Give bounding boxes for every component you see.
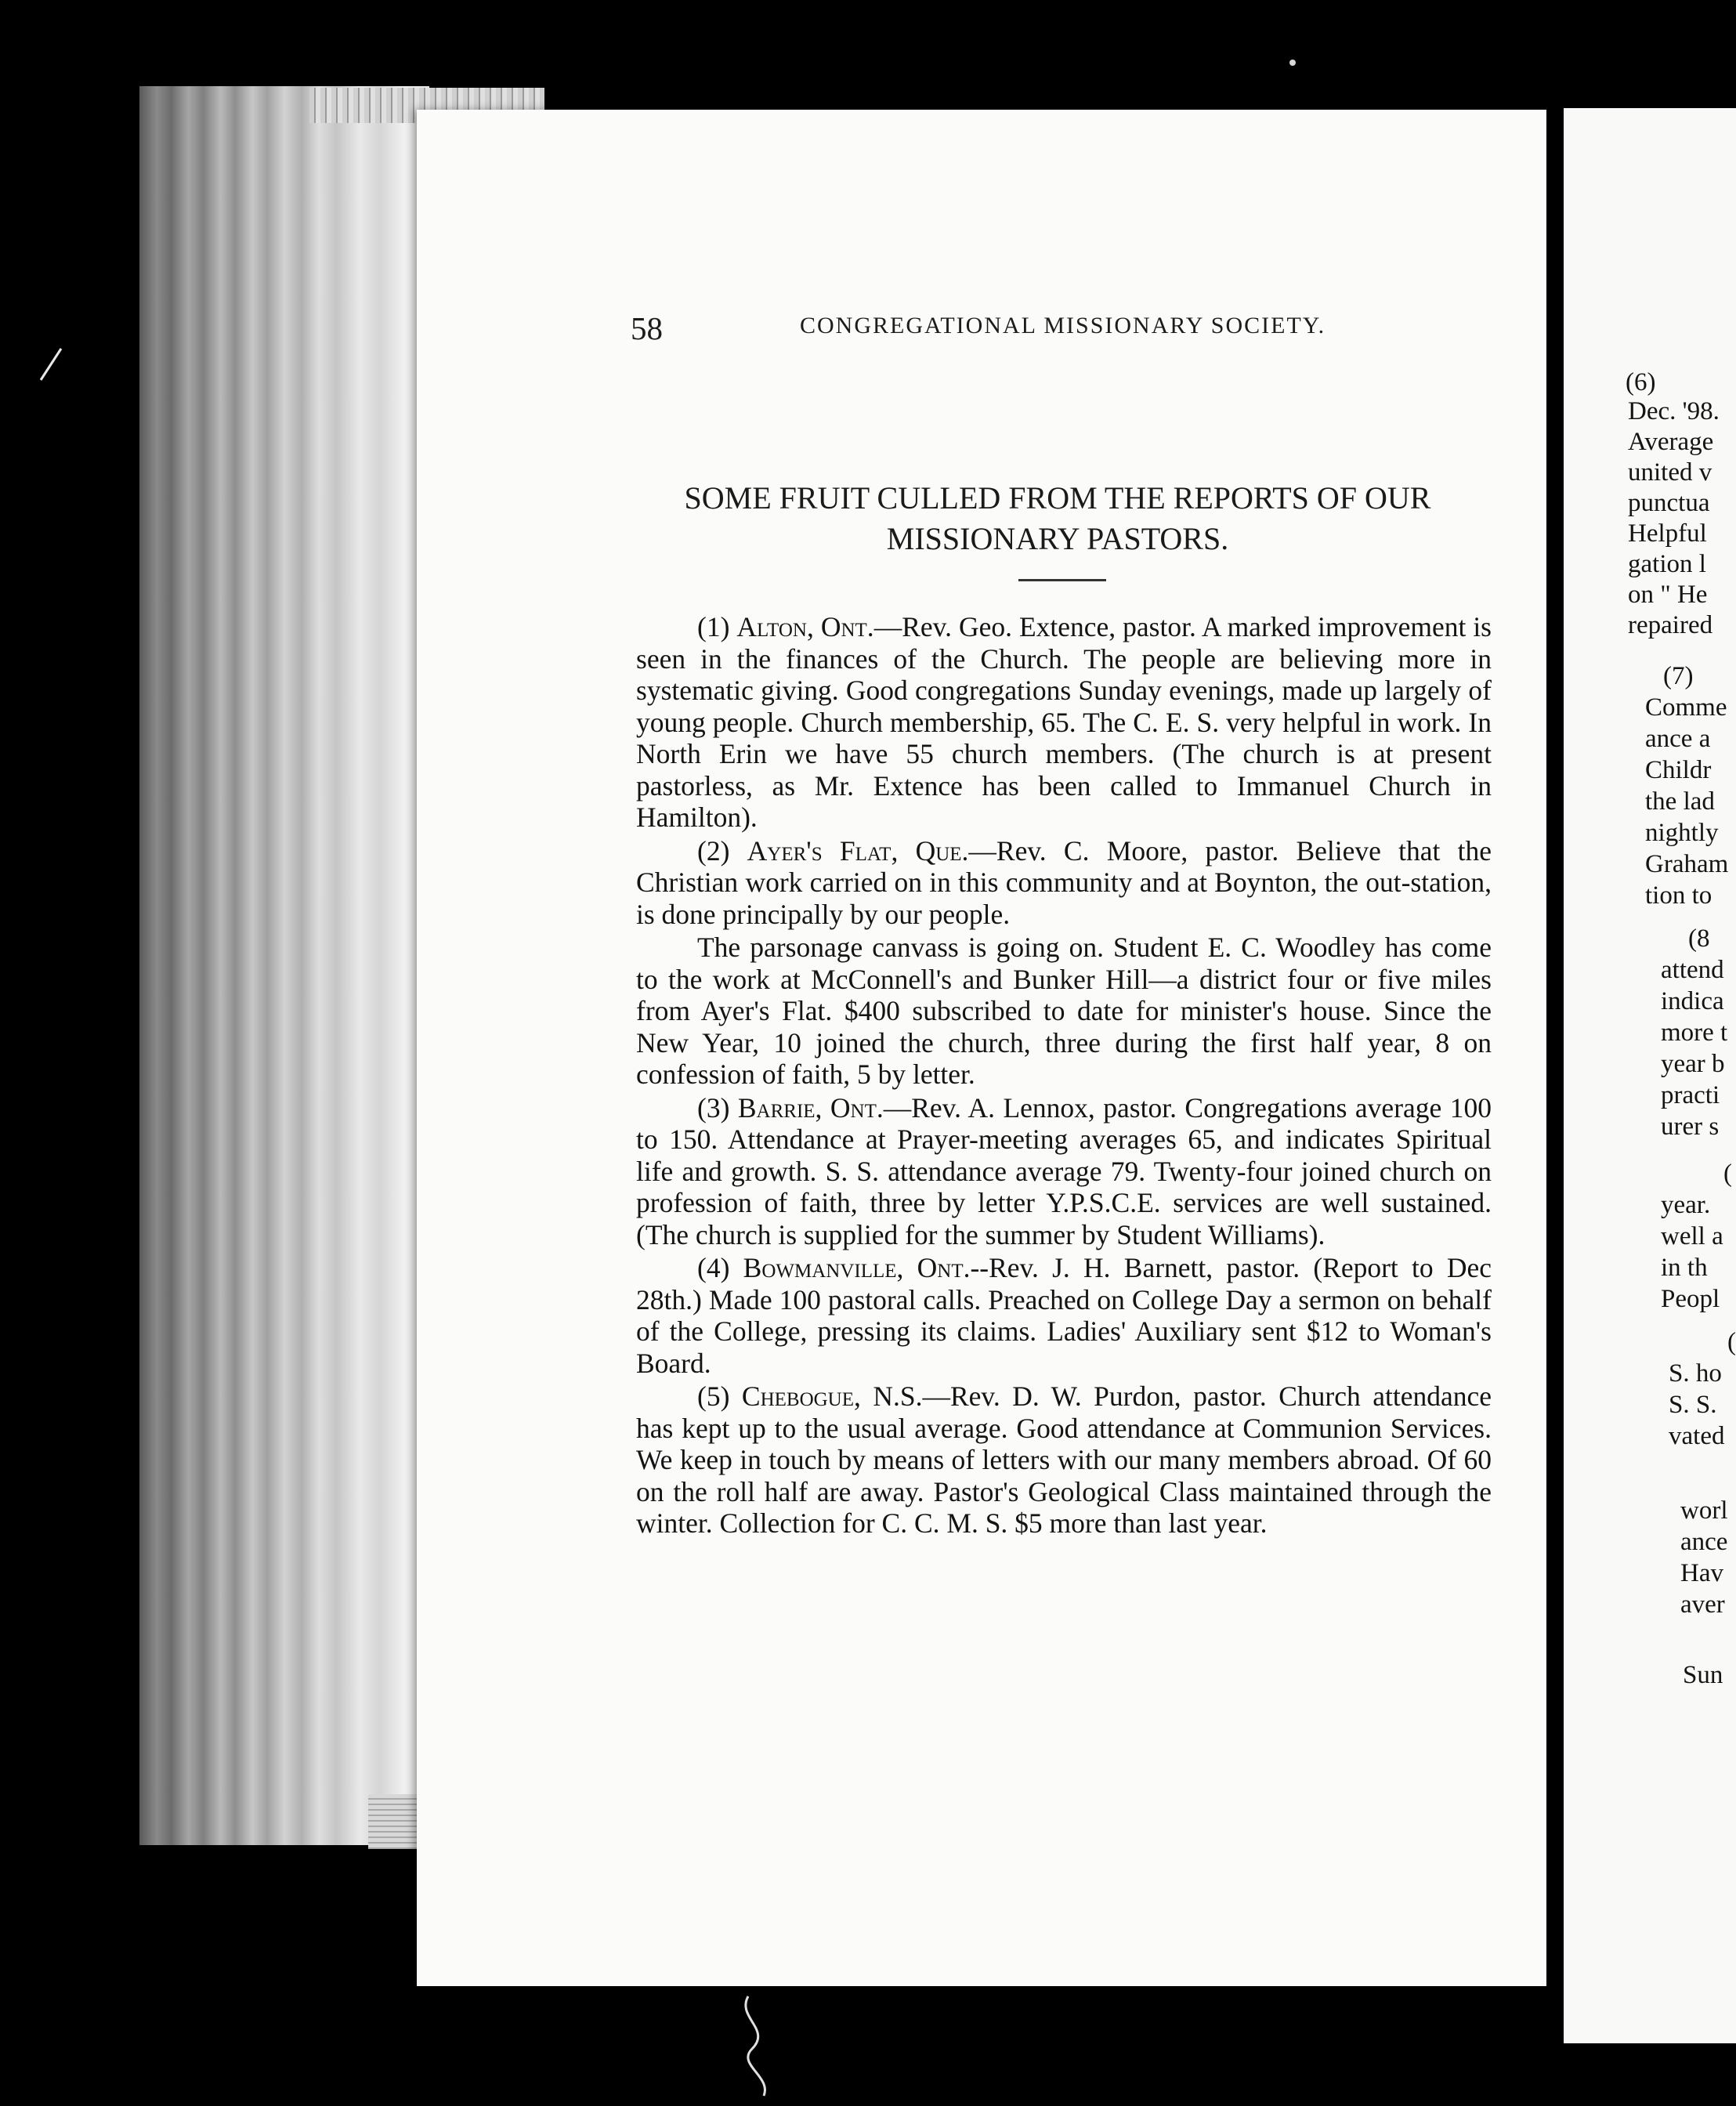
right-page-fragment: attend: [1661, 956, 1724, 984]
right-page-fragment: Comme: [1645, 693, 1727, 722]
right-page-fragment: S. S.: [1669, 1391, 1717, 1419]
right-page-fragment: indica: [1661, 987, 1724, 1015]
right-page-fragment: more t: [1661, 1019, 1728, 1047]
right-page-fragment: S. ho: [1669, 1359, 1722, 1388]
running-title: CONGREGATIONAL MISSIONARY SOCIETY.: [800, 313, 1326, 338]
right-page-fragment: Sun: [1683, 1661, 1723, 1689]
right-page-fragment: punctua: [1628, 489, 1710, 517]
right-page-fragment: well a: [1661, 1222, 1723, 1250]
right-page-fragment: repaired: [1628, 611, 1713, 639]
right-page-fragment: worl: [1680, 1496, 1728, 1525]
entry-text: —Rev. C. Moore, pastor. Believe that the Christian work carried on in this community and at Boynton, the out-station, is done principally by our people.: [636, 834, 1492, 930]
report-entry-5: (5) Chebogue, N.S.—Rev. D. W. Purdon, pastor. Church attendance has kept up to the usual average. Good attendance at Communion Services. We keep in touch by means of letters with our many members abroad. Of 60 on the roll half are away. Pastor's Geological Class maintained through the winter. Collection for C. C. M. S. $5 more than last year.: [636, 1380, 1492, 1539]
entry-text: —Rev. A. Lennox, pastor. Congregations average 100 to 150. Attendance at Prayer-meeting averages 65, and indicates Spiritual life and growth. S. S. attendance average 79. Twenty-four joined church on profession of faith, three by letter Y.P.S.C.E. services are well sustained. (The church is supplied for the summer by Student Williams).: [636, 1091, 1492, 1250]
right-page-fragment: on " He: [1628, 581, 1708, 609]
right-page-fragment: practi: [1661, 1081, 1720, 1109]
right-page-fragment: Childr: [1645, 756, 1712, 784]
scan-mark-stroke: [41, 349, 61, 380]
report-entry-4: (4) Bowmanville, Ont.--Rev. J. H. Barnett, pastor. (Report to Dec 28th.) Made 100 pastoral calls. Preached on College Day a sermon on behalf of the College, pressing its claims. Ladies' Auxiliary sent $12 to Woman's Board.: [636, 1252, 1492, 1379]
right-page-fragment: the lad: [1645, 787, 1715, 816]
title-line-1: SOME FRUIT CULLED FROM THE REPORTS OF OUR: [684, 480, 1431, 516]
entry-place: Bowmanville, Ont.: [743, 1252, 971, 1283]
right-page-fragment: Dec. '98.: [1628, 397, 1720, 425]
right-page-fragment: vated: [1669, 1422, 1725, 1450]
right-page-fragment: (6): [1626, 368, 1656, 396]
entry-place: Ayer's Flat, Que.: [747, 834, 969, 867]
right-page-fragment: (: [1723, 1160, 1732, 1188]
report-entry-2: (2) Ayer's Flat, Que.—Rev. C. Moore, pastor. Believe that the Christian work carried on in this community and at Boynton, the out-station, is done principally by our people.: [636, 834, 1492, 930]
right-page-fragment: gation l: [1628, 550, 1706, 578]
right-page-fragment: year b: [1661, 1050, 1725, 1078]
scan-mark-squiggle: [746, 1996, 765, 2096]
right-page-fragment: urer s: [1661, 1113, 1720, 1141]
right-page-fragment: (7): [1663, 662, 1694, 690]
right-page-fragment: Average: [1628, 428, 1714, 456]
report-entry-3: (3) Barrie, Ont.—Rev. A. Lennox, pastor. Congregations average 100 to 150. Attendance at Prayer-meeting averages 65, and indicates Spiritual life and growth. S. S. attendance average 79. Twenty-four joined church on profession of faith, three by letter Y.P.S.C.E. services are well sustained. (The church is supplied for the summer by Student Williams).: [636, 1091, 1492, 1250]
right-page-fragment: (8: [1688, 925, 1710, 953]
right-page-fragment: Helpful: [1628, 519, 1707, 548]
right-page-fragment: Graham: [1645, 850, 1729, 878]
right-page-fragment: Hav: [1680, 1559, 1723, 1587]
right-page-fragment: ance: [1680, 1528, 1728, 1556]
right-page-fragment: in th: [1661, 1254, 1708, 1282]
right-page-fragment: united v: [1628, 458, 1712, 487]
right-page-fragment: ance a: [1645, 725, 1711, 753]
entry-text: —Rev. D. W. Purdon, pastor. Church attendance has kept up to the usual average. Good attendance at Communion Services. We keep in touch by means of letters with our many members abroad. Of 60 on the roll half are away. Pastor's Geological Class maintained through the winter. Collection for C. C. M. S. $5 more than last year.: [636, 1380, 1492, 1539]
scan-dust: [1289, 60, 1296, 66]
entry-place: Barrie, Ont.: [737, 1091, 884, 1124]
right-page-fragment: Peopl: [1661, 1285, 1720, 1313]
entry-text: --Rev. J. H. Barnett, pastor. (Report to Dec 28th.) Made 100 pastoral calls. Preached on College Day a sermon on behalf of the College, pressing its claims. Ladies' Auxiliary sent $12 to Woman's Board.: [636, 1252, 1492, 1379]
right-page-fragment: (: [1727, 1328, 1736, 1356]
entry-text: —Rev. Geo. Extence, pastor. A marked improvement is seen in the finances of the Church. The people are believing more in systematic giving. Good congregations Sunday evenings, made up largely of young people. Church membership, 65. The C. E. S. very helpful in work. In North Erin we have 55 church members. (The church is at present pastorless, as Mr. Extence has been called to Immanuel Church in Hamilton).: [636, 611, 1492, 833]
title-line-2: MISSIONARY PASTORS.: [886, 521, 1229, 556]
right-page-fragment: nightly: [1645, 819, 1719, 847]
entry-text: The parsonage canvass is going on. Student E. C. Woodley has come to the work at McConnell's and Bunker Hill—a district four or five miles from Ayer's Flat. $400 subscribed to date for minister's house. Since the New Year, 10 joined the church, three during the first half year, 8 on confession of faith, 5 by letter.: [636, 932, 1492, 1090]
entry-place: Alton, Ont.: [736, 611, 874, 642]
page-number: 58: [631, 310, 663, 346]
right-page-fragment: year.: [1661, 1191, 1711, 1219]
entry-place: Chebogue, N.S.: [741, 1380, 923, 1412]
report-entry-1: (1) Alton, Ont.—Rev. Geo. Extence, pastor. A marked improvement is seen in the finances of the Church. The people are believing more in systematic giving. Good congregations Sunday evenings, made up largely of young people. Church membership, 65. The C. E. S. very helpful in work. In North Erin we have 55 church members. (The church is at present pastorless, as Mr. Extence has been called to Immanuel Church in Hamilton).: [636, 611, 1492, 833]
right-page-fragment: aver: [1680, 1590, 1725, 1619]
right-page-fragment: tion to: [1645, 881, 1712, 910]
